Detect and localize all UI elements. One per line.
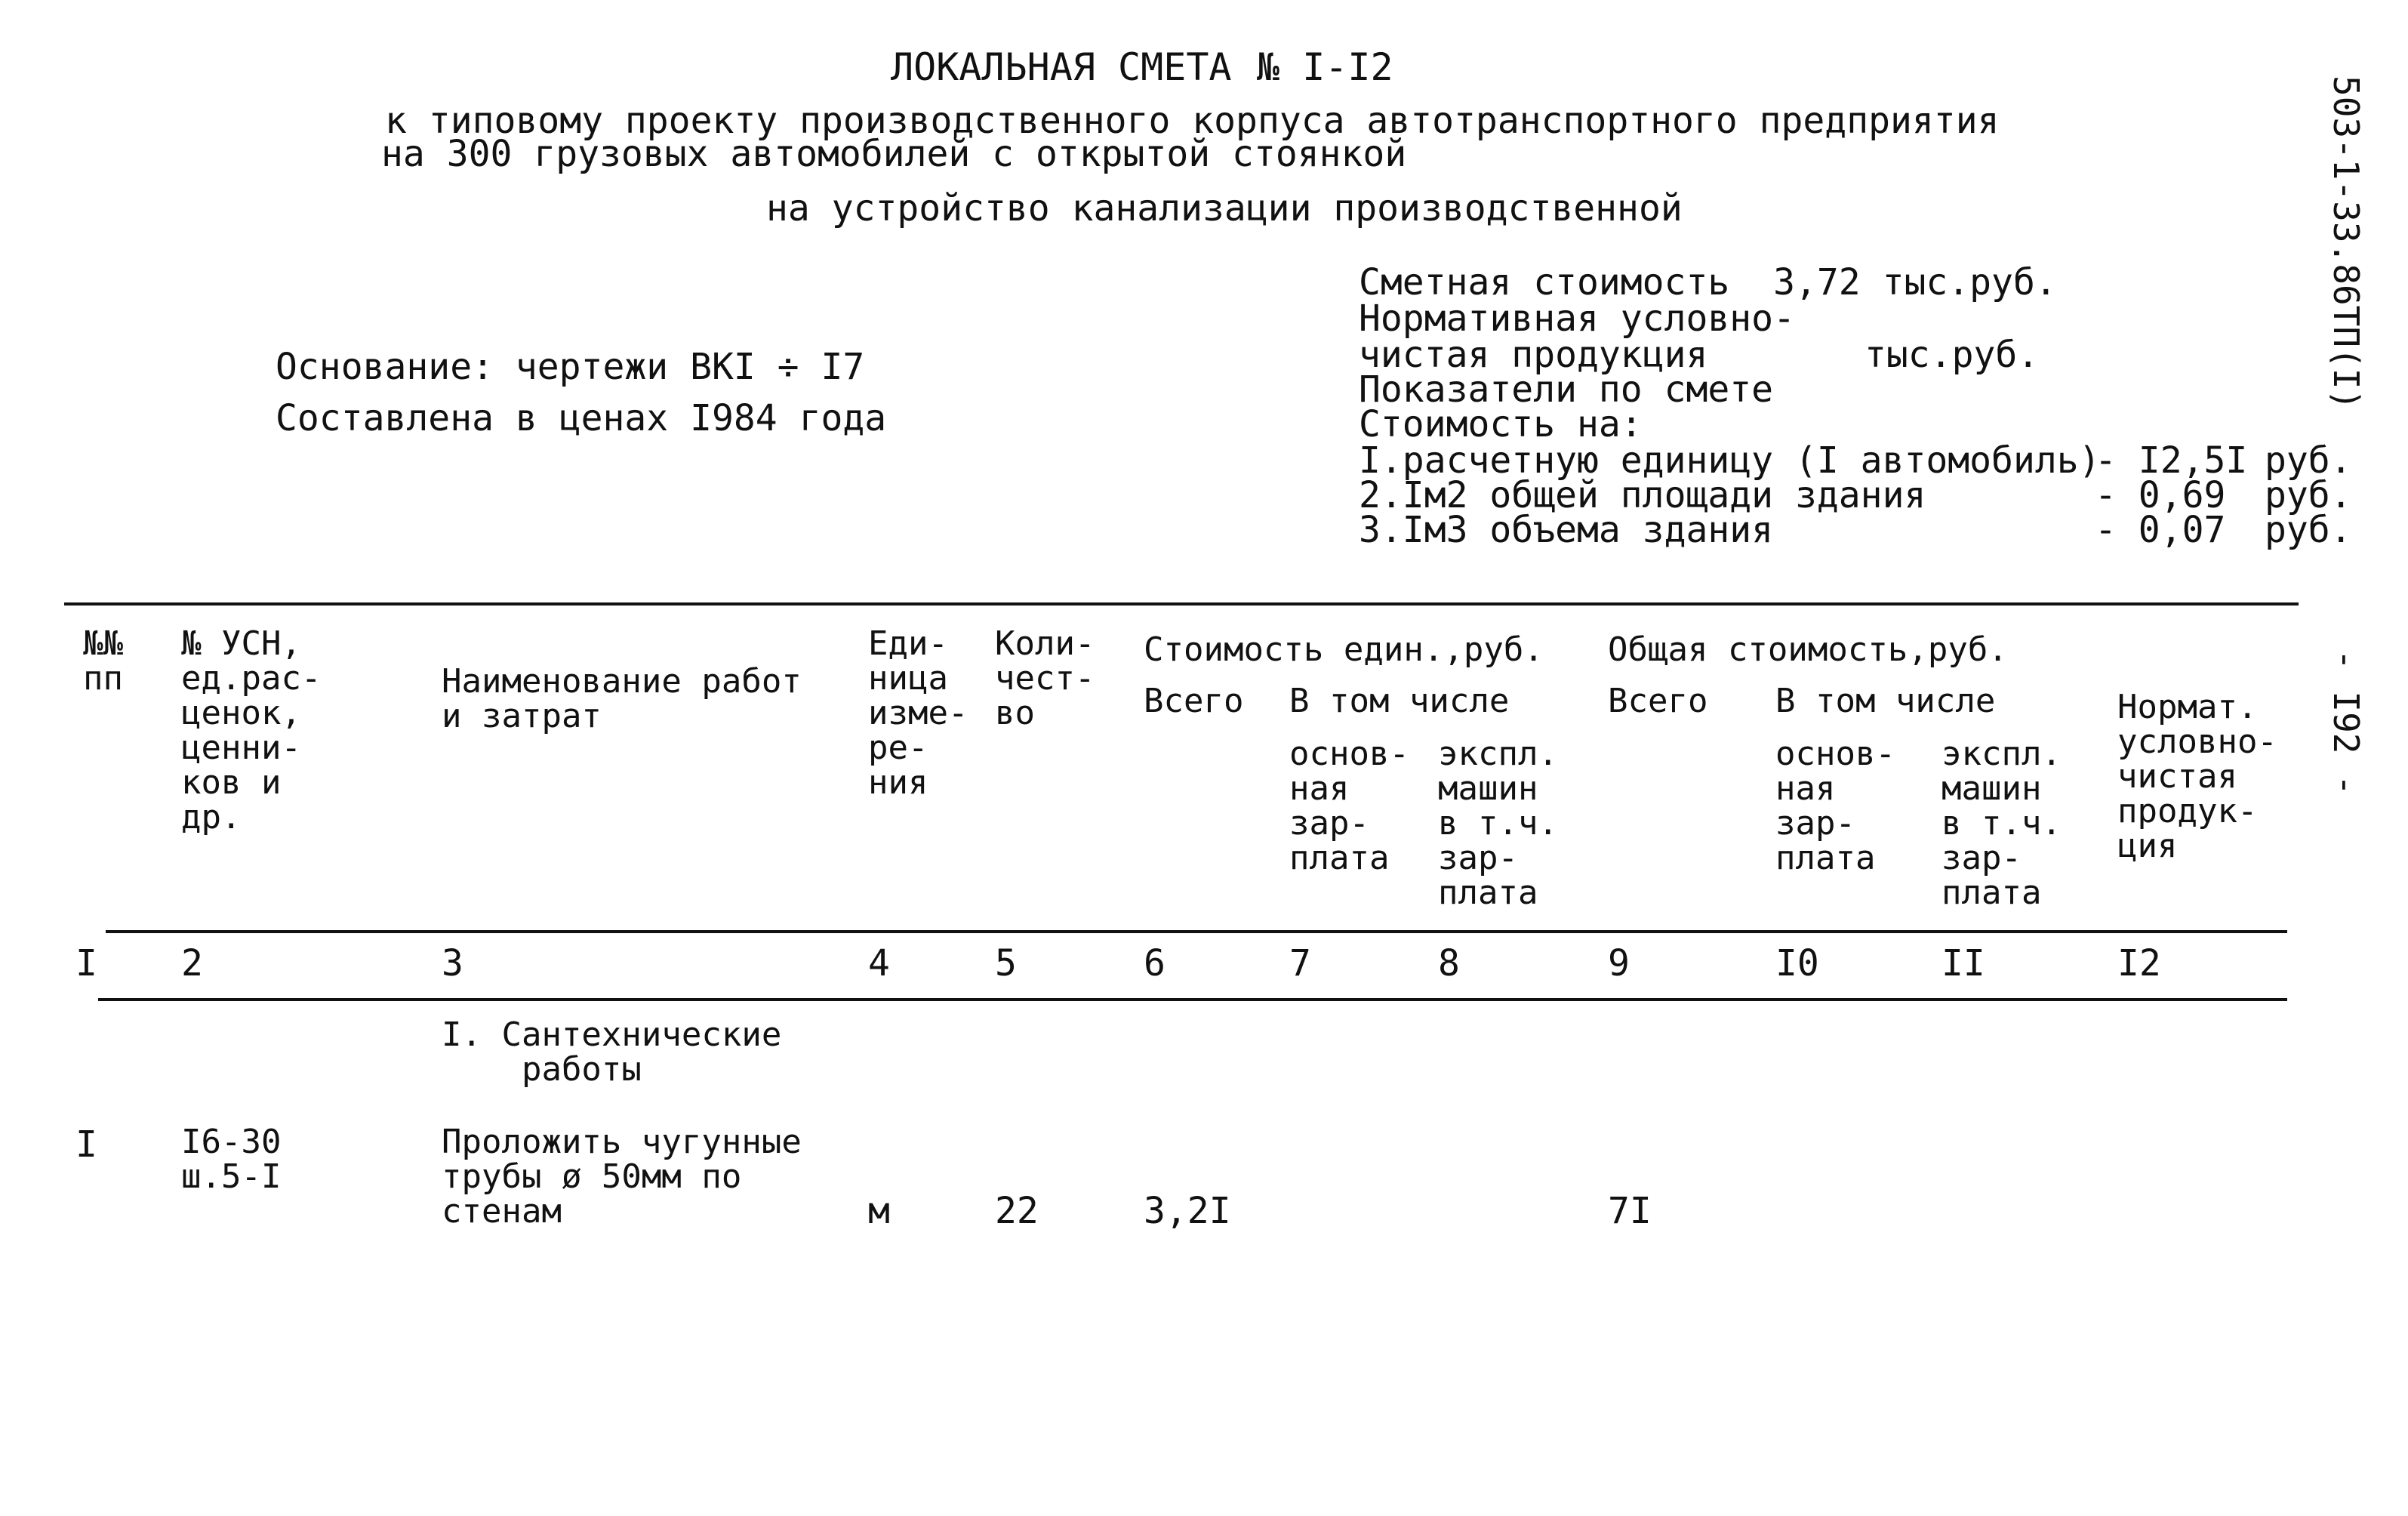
estimated-cost: Сметная стоимость 3,72 тыс.руб. bbox=[1359, 261, 2057, 304]
header-unit-total: Всего bbox=[1144, 682, 1244, 720]
indicator-unit: руб. bbox=[2265, 439, 2352, 482]
page-number: - I92 - bbox=[2326, 649, 2366, 796]
header-quantity: Коли- чест- во bbox=[995, 624, 1095, 732]
header-unit-cost: Стоимость един.,руб. bbox=[1144, 630, 1544, 669]
indicator-value: - 0,07 bbox=[2095, 509, 2226, 551]
header-unit: Еди- ница изме- ре- ния bbox=[868, 624, 968, 802]
document-number: № I-I2 bbox=[1257, 45, 1393, 89]
subtitle-line-3: на устройство канализации производственной bbox=[766, 187, 1683, 230]
column-number: 4 bbox=[868, 942, 890, 984]
header-total-incl: В том числе bbox=[1775, 682, 1996, 720]
indicator-label: 2.Iм2 общей площади здания bbox=[1359, 474, 1926, 516]
indicator-unit: руб. bbox=[2265, 474, 2352, 516]
indicator-label: I.расчетную единицу (I автомобиль) bbox=[1359, 439, 2101, 482]
header-total-wage: основ- ная зар- плата bbox=[1775, 735, 1895, 877]
header-row-number: №№ пп bbox=[83, 624, 123, 698]
column-numbers-bottom-rule bbox=[98, 998, 2287, 1001]
normative-label-1: Нормативная условно- bbox=[1359, 297, 1795, 340]
indicator-unit: руб. bbox=[2265, 509, 2352, 551]
column-number: 2 bbox=[181, 942, 203, 984]
header-work-name: Наименование работ и затрат bbox=[442, 662, 802, 735]
column-numbers-top-rule bbox=[106, 930, 2287, 933]
column-number: 6 bbox=[1144, 942, 1166, 984]
header-unit-incl: В том числе bbox=[1289, 682, 1510, 720]
normative-unit: тыс.руб. bbox=[1865, 334, 2040, 376]
header-normative: Нормат. условно- чистая продук- ция bbox=[2117, 688, 2277, 865]
document-title: ЛОКАЛЬНАЯ СМЕТА bbox=[891, 45, 1232, 89]
indicator-value: - I2,5I bbox=[2095, 439, 2248, 482]
basis-line-2: Составлена в ценах I984 года bbox=[276, 397, 887, 439]
header-total-machines: экспл. машин в т.ч. зар- плата bbox=[1941, 735, 2062, 912]
header-total-cost: Общая стоимость,руб. bbox=[1608, 630, 2008, 669]
row-total: 7I bbox=[1608, 1190, 1652, 1232]
column-number: I bbox=[75, 942, 97, 984]
header-unit-wage: основ- ная зар- плата bbox=[1289, 735, 1409, 877]
indicator-label: 3.Iм3 объема здания bbox=[1359, 509, 1774, 551]
row-work-name: Проложить чугунные трубы ø 50мм по стенам bbox=[442, 1123, 802, 1231]
normative-label-2: чистая продукция bbox=[1359, 334, 1708, 376]
subtitle-line-2: на 300 грузовых автомобилей с открытой стоянкой bbox=[381, 133, 1407, 175]
header-code: № УСН, ед.рас- ценок, ценни- ков и др. bbox=[181, 624, 322, 837]
row-quantity: 22 bbox=[995, 1190, 1039, 1232]
column-number: I0 bbox=[1775, 942, 1819, 984]
row-number: I bbox=[75, 1123, 97, 1166]
column-number: II bbox=[1941, 942, 1985, 984]
column-number: 3 bbox=[442, 942, 463, 984]
column-number: 7 bbox=[1289, 942, 1311, 984]
row-code: I6-30 ш.5-I bbox=[181, 1123, 282, 1196]
row-unit-total: 3,2I bbox=[1144, 1190, 1231, 1232]
cost-on-label: Стоимость на: bbox=[1359, 403, 1643, 445]
table-top-rule bbox=[64, 602, 2299, 605]
row-unit: м bbox=[868, 1190, 890, 1232]
subtitle-line-1: к типовому проекту производственного корпуса автотранспортного предприятия bbox=[385, 100, 2000, 142]
side-document-code: 503-1-33.86ТП(I) bbox=[2326, 75, 2366, 411]
column-number: 9 bbox=[1608, 942, 1630, 984]
column-number: I2 bbox=[2117, 942, 2161, 984]
indicators-label: Показатели по смете bbox=[1359, 368, 1774, 411]
header-total-total: Всего bbox=[1608, 682, 1708, 720]
header-unit-machines: экспл. машин в т.ч. зар- плата bbox=[1438, 735, 1558, 912]
indicator-value: - 0,69 bbox=[2095, 474, 2226, 516]
column-number: 8 bbox=[1438, 942, 1460, 984]
column-number: 5 bbox=[995, 942, 1017, 984]
basis-line-1: Основание: чертежи ВКI ÷ I7 bbox=[276, 346, 865, 388]
section-heading: I. Сантехнические работы bbox=[442, 1015, 782, 1089]
